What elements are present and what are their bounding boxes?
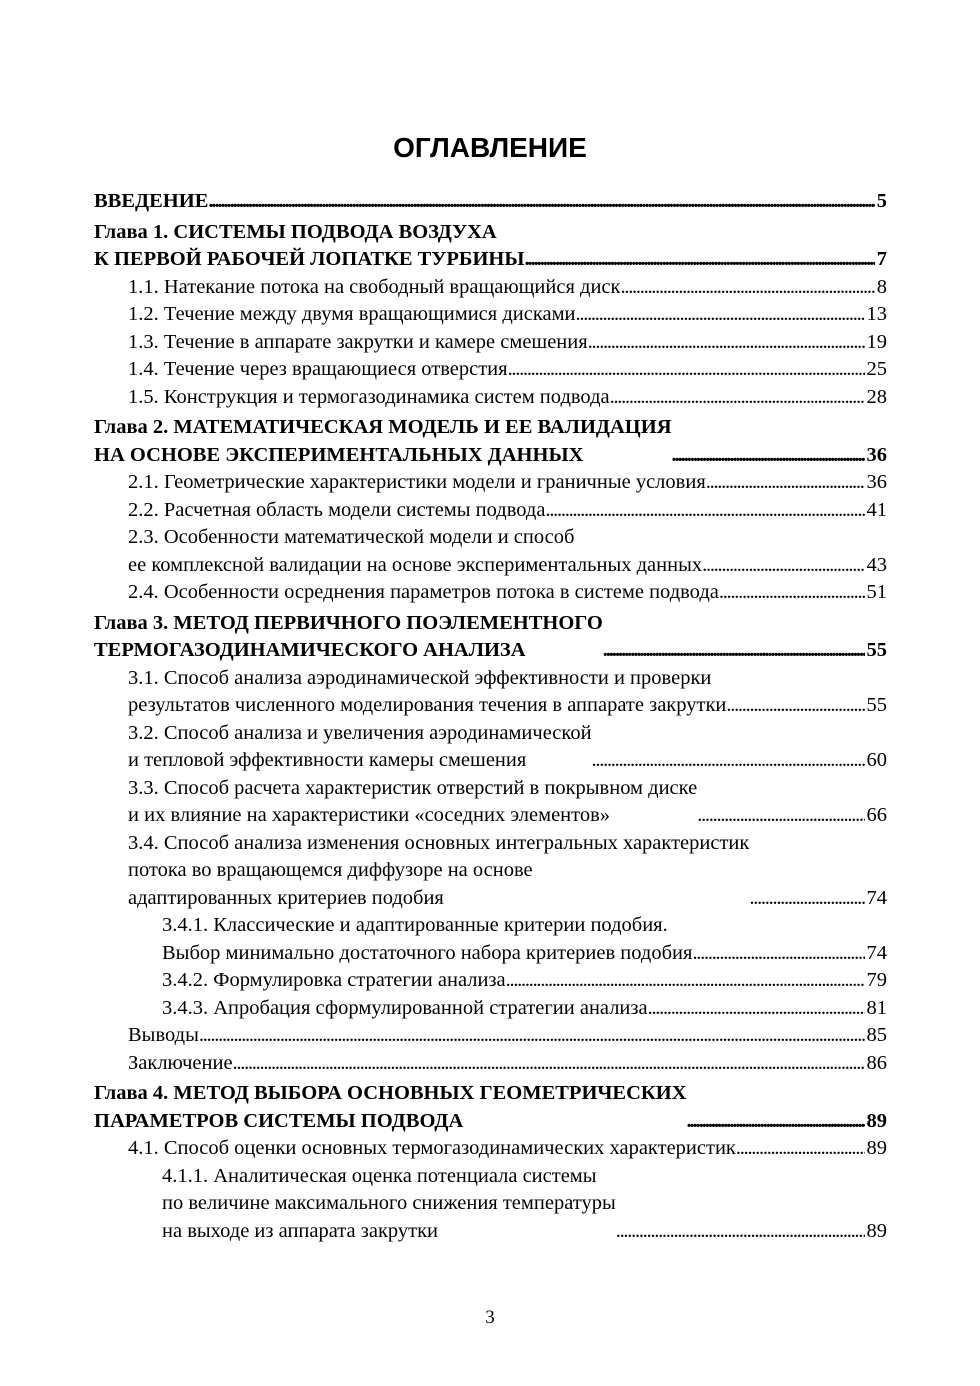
entry-line: и их влияние на характеристики «соседних элементов» <box>128 804 611 826</box>
toc-entry-chapter-4[interactable] <box>94 1080 887 1135</box>
leader-dots <box>702 552 864 580</box>
entry-line: 2.1. Геометрические характеристики модели и граничные условия <box>128 471 706 493</box>
toc-entry-4-1-1[interactable] <box>94 1163 887 1246</box>
entry-line: 2.4. Особенности осреднения параметров потока в системе подвода <box>128 581 719 603</box>
toc-entry-3-4-2[interactable] <box>94 967 887 995</box>
leader-dots <box>648 995 865 1023</box>
entry-line: ТЕРМОГАЗОДИНАМИЧЕСКОГО АНАЛИЗА <box>94 639 526 661</box>
table-of-contents <box>94 185 887 1245</box>
toc-entry-summary[interactable] <box>94 1050 887 1078</box>
entry-line: К ПЕРВОЙ РАБОЧЕЙ ЛОПАТКЕ ТУРБИНЫ <box>94 248 525 270</box>
entry-line: 3.4.2. Формулировка стратегии анализа <box>162 969 506 991</box>
entry-page: 8 <box>876 275 887 298</box>
leader-dots <box>616 1218 865 1246</box>
leader-dots <box>208 188 874 216</box>
entry-page: 5 <box>876 190 887 212</box>
leader-dots <box>233 1050 865 1078</box>
entry-line: Глава 4. МЕТОД ВЫБОРА ОСНОВНЫХ ГЕОМЕТРИЧЕСКИХ <box>94 1082 687 1104</box>
entry-page: 60 <box>866 749 887 771</box>
toc-entry-1-1[interactable] <box>94 274 887 302</box>
entry-page: 55 <box>866 639 887 661</box>
entry-line: 1.5. Конструкция и термогазодинамика систем подвода <box>128 385 610 408</box>
entry-line: Выводы <box>128 1024 199 1046</box>
entry-line: адаптированных критериев подобия <box>128 886 444 909</box>
entry-line: 2.2. Расчетная область модели системы подвода <box>128 498 546 521</box>
entry-page: 55 <box>866 694 887 716</box>
toc-entry-chapter-1[interactable] <box>94 219 887 274</box>
leader-dots <box>199 1022 865 1050</box>
entry-page: 7 <box>876 248 887 270</box>
toc-entry-1-4[interactable] <box>94 356 887 384</box>
entry-page: 81 <box>866 996 887 1019</box>
entry-line: 1.4. Течение через вращающиеся отверстия <box>128 358 508 380</box>
entry-line: 3.2. Способ анализа и увеличения аэродинамической <box>128 721 592 744</box>
entry-page: 86 <box>866 1051 887 1074</box>
toc-entry-4-1[interactable] <box>94 1135 887 1163</box>
entry-line: ее комплексной валидации на основе экспериментальных данных <box>128 553 703 576</box>
toc-entry-1-3[interactable] <box>94 329 887 357</box>
entry-line: 3.4.3. Апробация сформулированной стратегии анализа <box>162 996 648 1019</box>
toc-entry-3-2[interactable] <box>94 720 887 775</box>
entry-line: 3.1. Способ анализа аэродинамической эффективности и проверки <box>128 666 712 689</box>
entry-line: и тепловой эффективности камеры смешения <box>128 749 527 771</box>
entry-line: Заключение <box>128 1051 233 1074</box>
entry-line: потока во вращающемся диффузоре на основе <box>128 859 533 881</box>
leader-dots <box>508 356 865 384</box>
toc-entry-1-2[interactable] <box>94 301 887 329</box>
entry-line: на выходе из аппарата закрутки <box>162 1219 439 1242</box>
entry-page: 66 <box>866 804 887 826</box>
leader-dots <box>697 802 864 830</box>
entry-line: 3.3. Способ расчета характеристик отверстий в покрывном диске <box>128 776 698 799</box>
entry-line: 3.4. Способ анализа изменения основных интегральных характеристик <box>128 831 750 854</box>
entry-line: Глава 3. МЕТОД ПЕРВИЧНОГО ПОЭЛЕМЕНТНОГО <box>94 611 603 634</box>
leader-dots <box>719 579 865 607</box>
toc-entry-3-4-3[interactable] <box>94 995 887 1023</box>
entry-line: ПАРАМЕТРОВ СИСТЕМЫ ПОДВОДА <box>94 1109 464 1132</box>
entry-line: 1.1. Натекание потока на свободный вращающийся диск <box>128 275 621 298</box>
page-number: 3 <box>485 1307 495 1328</box>
entry-page: 79 <box>866 969 887 991</box>
entry-page: 89 <box>866 1137 887 1159</box>
toc-entry-3-4[interactable] <box>94 830 887 913</box>
toc-entry-chapter-3[interactable] <box>94 610 887 665</box>
toc-entry-2-3[interactable] <box>94 524 887 579</box>
toc-entry-3-4-1[interactable] <box>94 912 887 967</box>
leader-dots <box>610 384 865 412</box>
toc-entry-chapter-2[interactable] <box>94 414 887 469</box>
toc-entry-3-1[interactable] <box>94 665 887 720</box>
leader-dots <box>592 747 865 775</box>
entry-page: 28 <box>866 385 887 408</box>
leader-dots <box>749 885 864 913</box>
entry-page: 43 <box>866 553 887 576</box>
entry-page: 89 <box>866 1109 887 1132</box>
page-title: ОГЛАВЛЕНИЕ <box>393 132 587 163</box>
entry-page: 36 <box>866 443 887 466</box>
leader-dots <box>603 637 865 665</box>
leader-dots <box>524 246 874 274</box>
entry-line: 1.2. Течение между двумя вращающимися дисками <box>128 303 576 325</box>
entry-page: 51 <box>866 581 887 603</box>
entry-line: 2.3. Особенности математической модели и способ <box>128 526 575 548</box>
leader-dots <box>736 1135 865 1163</box>
toc-entry-2-2[interactable] <box>94 497 887 525</box>
entry-line: Глава 2. МАТЕМАТИЧЕСКАЯ МОДЕЛЬ И ЕЕ ВАЛИДАЦИЯ <box>94 416 672 438</box>
leader-dots <box>687 1108 865 1136</box>
toc-entry-2-4[interactable] <box>94 579 887 607</box>
entry-page: 85 <box>866 1024 887 1046</box>
toc-entry-1-5[interactable] <box>94 384 887 412</box>
entry-line: 4.1.1. Аналитическая оценка потенциала системы <box>162 1164 597 1187</box>
entry-page: 25 <box>866 358 887 380</box>
leader-dots <box>506 967 865 995</box>
leader-dots <box>672 442 865 470</box>
leader-dots <box>726 692 864 720</box>
entry-line: Выбор минимально достаточного набора критериев подобия <box>162 941 693 964</box>
leader-dots <box>706 469 865 497</box>
entry-line: по величине максимального снижения температуры <box>162 1192 616 1214</box>
leader-dots <box>692 940 864 968</box>
leader-dots <box>621 274 875 302</box>
entry-page: 89 <box>866 1219 887 1242</box>
toc-entry-conclusions[interactable] <box>94 1022 887 1050</box>
toc-entry-3-3[interactable] <box>94 775 887 830</box>
entry-page: 13 <box>866 303 887 325</box>
entry-line: 1.3. Течение в аппарате закрутки и камере смешения <box>128 330 588 353</box>
entry-page: 36 <box>866 471 887 493</box>
entry-page: 41 <box>866 498 887 521</box>
toc-entry-2-1[interactable] <box>94 469 887 497</box>
toc-entry-introduction[interactable] <box>94 188 887 216</box>
leader-dots <box>588 329 865 357</box>
leader-dots <box>576 301 865 329</box>
entry-line: Глава 1. СИСТЕМЫ ПОДВОДА ВОЗДУХА <box>94 220 497 243</box>
entry-page: 74 <box>866 886 887 909</box>
leader-dots <box>545 497 864 525</box>
entry-line: 3.4.1. Классические и адаптированные критерии подобия. <box>162 914 668 936</box>
entry-page: 74 <box>866 941 887 964</box>
entry-line: 4.1. Способ оценки основных термогазодинамических характеристик <box>128 1137 736 1159</box>
entry-page: 19 <box>866 330 887 353</box>
entry-line: НА ОСНОВЕ ЭКСПЕРИМЕНТАЛЬНЫХ ДАННЫХ <box>94 443 584 466</box>
entry-line: ВВЕДЕНИЕ <box>94 190 209 212</box>
entry-line: результатов численного моделирования течения в аппарате закрутки <box>128 694 727 716</box>
